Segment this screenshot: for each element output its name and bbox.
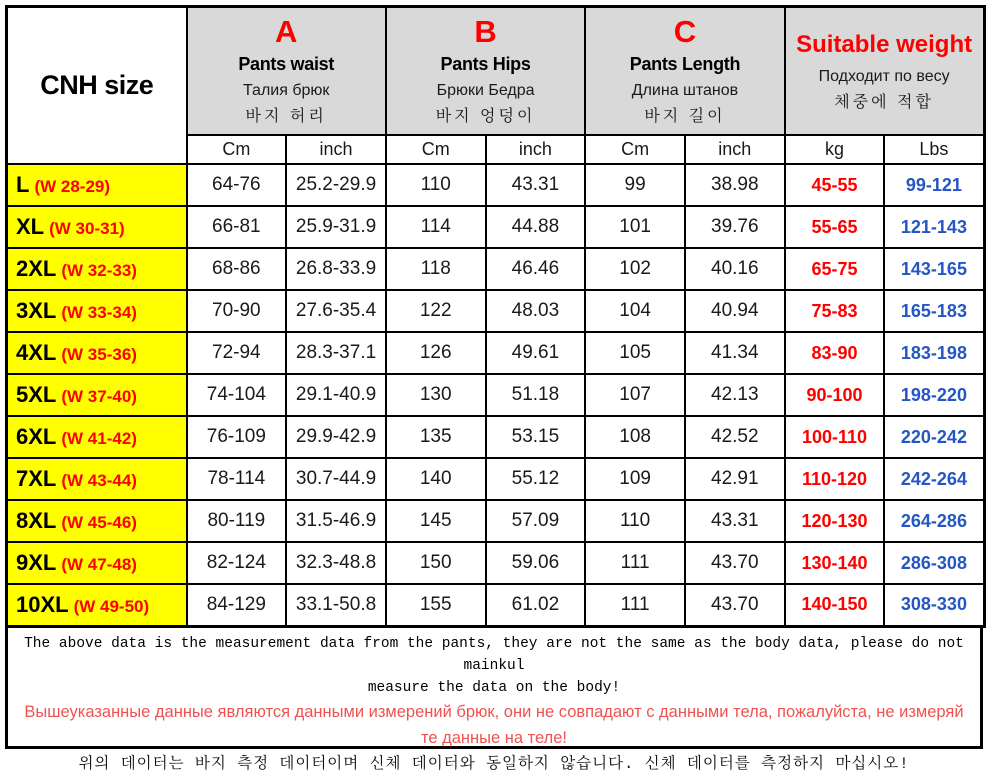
size-cell	[7, 290, 187, 332]
weight-lbs-value: 198-220	[884, 374, 984, 416]
table-row	[7, 248, 985, 290]
weight-lbs-value: 183-198	[884, 332, 984, 374]
hips-inch-value: 46.46	[486, 248, 586, 290]
waist-range-label: (W 49-50)	[73, 596, 150, 616]
size-label: 9XL	[16, 550, 57, 575]
length-inch-value: 38.98	[685, 164, 785, 206]
hips-cm-value: 126	[386, 332, 486, 374]
group-header-weight	[785, 7, 984, 136]
weight-lbs-value: 242-264	[884, 458, 984, 500]
weight-kg-value: 140-150	[785, 584, 885, 626]
weight-kg-value: 75-83	[785, 290, 885, 332]
length-cm-value: 107	[585, 374, 685, 416]
waist-inch-value: 31.5-46.9	[286, 500, 386, 542]
group-header-length	[585, 7, 784, 136]
weight-lbs-value: 99-121	[884, 164, 984, 206]
hips-inch-value: 53.15	[486, 416, 586, 458]
waist-inch-value: 25.9-31.9	[286, 206, 386, 248]
weight-kg-value: 83-90	[785, 332, 885, 374]
group-label-en: Pants Hips	[440, 53, 531, 74]
unit-length-inch: inch	[685, 135, 785, 164]
waist-inch-value: 33.1-50.8	[286, 584, 386, 626]
size-label: 10XL	[16, 591, 69, 617]
group-label-en: Pants waist	[238, 53, 335, 74]
weight-lbs-value: 121-143	[884, 206, 984, 248]
size-cell	[7, 206, 187, 248]
group-label-ru: Брюки Бедра	[436, 81, 535, 99]
group-label-ko: 바지 허리	[245, 107, 327, 125]
disclaimer-en-line2: measure the data on the body!	[367, 679, 621, 696]
hips-cm-value: 135	[386, 416, 486, 458]
group-letter-c: C	[673, 13, 697, 49]
length-cm-value: 104	[585, 290, 685, 332]
waist-inch-value: 25.2-29.9	[286, 164, 386, 206]
length-cm-value: 108	[585, 416, 685, 458]
size-cell	[7, 584, 187, 626]
weight-kg-value: 45-55	[785, 164, 885, 206]
unit-weight-kg: kg	[785, 135, 885, 164]
hips-inch-value: 59.06	[486, 542, 586, 584]
hips-cm-value: 145	[386, 500, 486, 542]
waist-range-label: (W 43-44)	[61, 471, 137, 490]
hips-inch-value: 61.02	[486, 584, 586, 626]
size-label: XL	[16, 214, 45, 239]
disclaimer-ru-line1: Вышеуказанные данные являются данными измерений брюк, они не совпадают с данными тела, пожалуйста, не измеряй	[24, 702, 964, 721]
hips-cm-value: 155	[386, 584, 486, 626]
waist-range-label: (W 41-42)	[61, 429, 137, 448]
size-cell	[7, 248, 187, 290]
size-chart-table	[5, 5, 986, 628]
size-label: 3XL	[16, 298, 57, 323]
group-label-ko: 바지 엉덩이	[435, 107, 536, 125]
table-row	[7, 164, 985, 206]
hips-cm-value: 118	[386, 248, 486, 290]
waist-range-label: (W 33-34)	[61, 303, 137, 322]
length-inch-value: 42.13	[685, 374, 785, 416]
waist-inch-value: 29.1-40.9	[286, 374, 386, 416]
size-cell	[7, 500, 187, 542]
weight-kg-value: 90-100	[785, 374, 885, 416]
size-cell	[7, 164, 187, 206]
waist-range-label: (W 30-31)	[49, 219, 125, 238]
unit-weight-lbs: Lbs	[884, 135, 984, 164]
waist-cm-value: 78-114	[187, 458, 287, 500]
waist-range-label: (W 45-46)	[61, 513, 137, 532]
size-label: 5XL	[16, 382, 57, 407]
waist-cm-value: 72-94	[187, 332, 287, 374]
waist-inch-value: 26.8-33.9	[286, 248, 386, 290]
group-header-row	[7, 7, 985, 136]
hips-cm-value: 150	[386, 542, 486, 584]
hips-cm-value: 130	[386, 374, 486, 416]
hips-inch-value: 57.09	[486, 500, 586, 542]
weight-kg-value: 55-65	[785, 206, 885, 248]
weight-kg-value: 130-140	[785, 542, 885, 584]
hips-inch-value: 51.18	[486, 374, 586, 416]
length-inch-value: 40.16	[685, 248, 785, 290]
length-inch-value: 43.70	[685, 584, 785, 626]
weight-lbs-value: 286-308	[884, 542, 984, 584]
waist-inch-value: 27.6-35.4	[286, 290, 386, 332]
length-inch-value: 43.31	[685, 500, 785, 542]
group-letter-a: A	[274, 13, 298, 49]
table-row	[7, 458, 985, 500]
weight-kg-value: 100-110	[785, 416, 885, 458]
group-label-ru: Длина штанов	[631, 81, 739, 99]
size-label: 8XL	[16, 508, 57, 533]
length-cm-value: 110	[585, 500, 685, 542]
unit-hips-inch: inch	[486, 135, 586, 164]
hips-cm-value: 114	[386, 206, 486, 248]
size-label: 7XL	[16, 466, 57, 491]
hips-inch-value: 43.31	[486, 164, 586, 206]
unit-waist-cm: Cm	[187, 135, 287, 164]
length-cm-value: 111	[585, 584, 685, 626]
group-label-ru: Талия брюк	[242, 81, 330, 99]
table-row	[7, 374, 985, 416]
group-label-en: Pants Length	[629, 53, 741, 74]
weight-lbs-value: 143-165	[884, 248, 984, 290]
waist-cm-value: 76-109	[187, 416, 287, 458]
waist-cm-value: 80-119	[187, 500, 287, 542]
group-label-ko: 바지 길이	[644, 107, 726, 125]
weight-kg-value: 65-75	[785, 248, 885, 290]
group-title-suitable-weight: Suitable weight	[796, 31, 973, 58]
length-inch-value: 39.76	[685, 206, 785, 248]
length-cm-value: 111	[585, 542, 685, 584]
size-label: 2XL	[16, 256, 57, 281]
unit-waist-inch: inch	[286, 135, 386, 164]
length-cm-value: 109	[585, 458, 685, 500]
weight-lbs-value: 264-286	[884, 500, 984, 542]
waist-range-label: (W 37-40)	[61, 387, 137, 406]
length-inch-value: 43.70	[685, 542, 785, 584]
disclaimer-box	[5, 625, 983, 773]
weight-kg-value: 120-130	[785, 500, 885, 542]
weight-kg-value: 110-120	[785, 458, 885, 500]
hips-cm-value: 122	[386, 290, 486, 332]
size-label: L	[16, 172, 30, 197]
size-label: 4XL	[16, 340, 57, 365]
hips-inch-value: 49.61	[486, 332, 586, 374]
length-cm-value: 105	[585, 332, 685, 374]
table-row	[7, 206, 985, 248]
disclaimer-en-line1: The above data is the measurement data from the pants, they are not the same as the body data, please do not mainkul	[24, 635, 964, 674]
hips-cm-value: 140	[386, 458, 486, 500]
hips-inch-value: 55.12	[486, 458, 586, 500]
waist-inch-value: 29.9-42.9	[286, 416, 386, 458]
table-row	[7, 290, 985, 332]
table-row	[7, 416, 985, 458]
waist-inch-value: 28.3-37.1	[286, 332, 386, 374]
group-label-ko: 체중에 적합	[834, 94, 934, 111]
size-cell	[7, 542, 187, 584]
waist-cm-value: 82-124	[187, 542, 287, 584]
group-header-hips	[386, 7, 585, 136]
unit-hips-cm: Cm	[386, 135, 486, 164]
length-inch-value: 42.52	[685, 416, 785, 458]
waist-cm-value: 74-104	[187, 374, 287, 416]
unit-length-cm: Cm	[585, 135, 685, 164]
length-cm-value: 101	[585, 206, 685, 248]
length-inch-value: 41.34	[685, 332, 785, 374]
length-cm-value: 102	[585, 248, 685, 290]
weight-lbs-value: 308-330	[884, 584, 984, 626]
length-inch-value: 42.91	[685, 458, 785, 500]
weight-lbs-value: 220-242	[884, 416, 984, 458]
waist-range-label: (W 28-29)	[34, 177, 111, 196]
size-cell	[7, 374, 187, 416]
waist-cm-value: 84-129	[187, 584, 287, 626]
size-table-body	[7, 164, 985, 626]
waist-cm-value: 68-86	[187, 248, 287, 290]
waist-range-label: (W 32-33)	[61, 261, 137, 280]
table-row	[7, 500, 985, 542]
disclaimer-ru-line2: те данные на теле!	[420, 728, 568, 747]
hips-cm-value: 110	[386, 164, 486, 206]
waist-cm-value: 66-81	[187, 206, 287, 248]
weight-lbs-value: 165-183	[884, 290, 984, 332]
waist-cm-value: 70-90	[187, 290, 287, 332]
hips-inch-value: 44.88	[486, 206, 586, 248]
length-cm-value: 99	[585, 164, 685, 206]
hips-inch-value: 48.03	[486, 290, 586, 332]
table-row	[7, 332, 985, 374]
size-cell	[7, 332, 187, 374]
length-inch-value: 40.94	[685, 290, 785, 332]
size-cell	[7, 458, 187, 500]
waist-inch-value: 32.3-48.8	[286, 542, 386, 584]
table-row	[7, 542, 985, 584]
waist-inch-value: 30.7-44.9	[286, 458, 386, 500]
group-label-ru: Подходит по весу	[818, 68, 950, 85]
size-cell	[7, 416, 187, 458]
group-letter-b: B	[474, 13, 497, 49]
size-column-header: CNH size	[7, 7, 187, 165]
group-header-waist	[187, 7, 386, 136]
waist-range-label: (W 47-48)	[61, 555, 137, 574]
size-label: 6XL	[16, 424, 57, 449]
disclaimer-ko-line: 위의 데이터는 바지 측정 데이터이며 신체 데이터와 동일하지 않습니다. 신체 데이터를 측정하지 마십시오!	[78, 754, 910, 773]
table-row	[7, 584, 985, 626]
waist-range-label: (W 35-36)	[61, 345, 137, 364]
waist-cm-value: 64-76	[187, 164, 287, 206]
